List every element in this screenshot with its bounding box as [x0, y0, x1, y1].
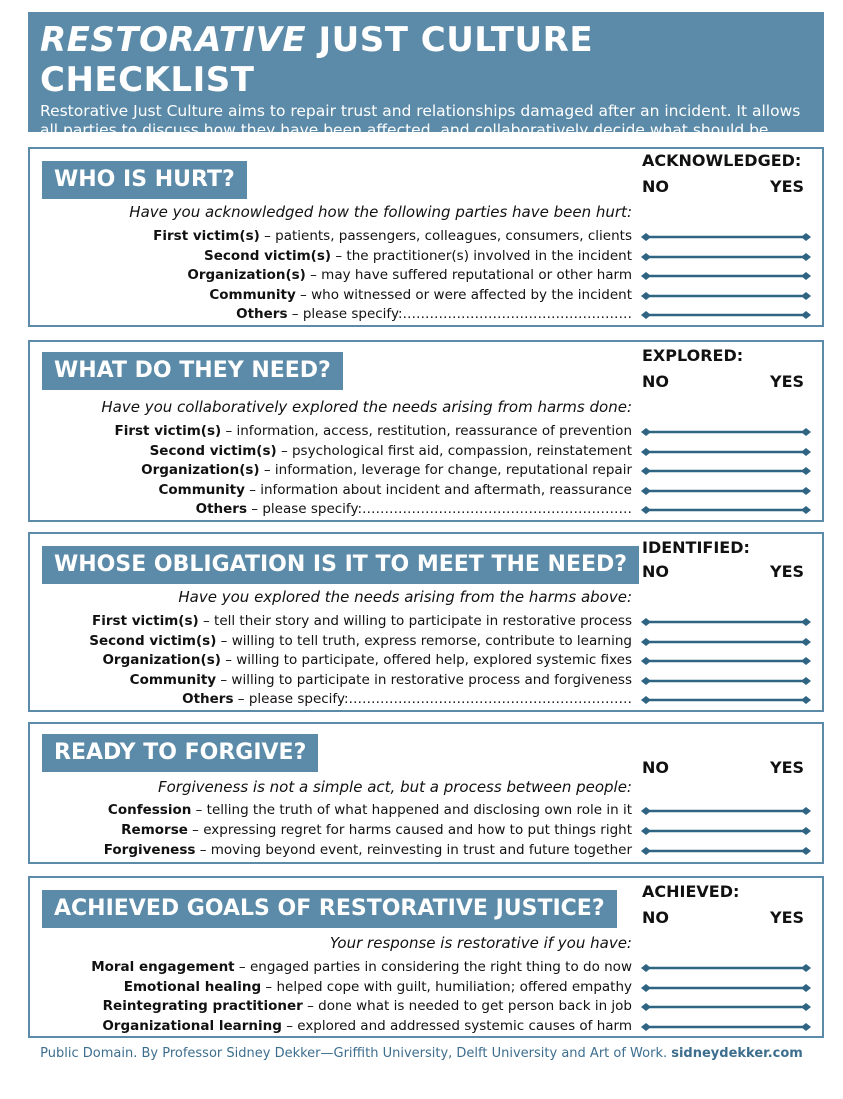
row-term: Community — [129, 671, 217, 688]
footer — [0, 1046, 843, 1061]
no-yes-slider[interactable] — [641, 1022, 811, 1032]
no-yes-slider[interactable] — [641, 963, 811, 973]
no-label: NO — [642, 908, 669, 927]
no-yes-slider[interactable] — [641, 291, 811, 301]
row-term: Second victim(s) — [203, 247, 332, 264]
checklist-row — [89, 632, 632, 651]
row-description: – helped cope with guilt, humiliation; offered empathy — [261, 978, 632, 995]
row-term: First victim(s) — [153, 228, 260, 244]
header-banner — [28, 12, 824, 158]
yes-label: YES — [770, 562, 805, 581]
no-label: NO — [642, 562, 669, 581]
checklist-row — [115, 422, 632, 441]
checklist-row — [102, 651, 632, 670]
checklist-row — [124, 978, 632, 997]
no-yes-slider[interactable] — [641, 806, 811, 816]
no-label: NO — [642, 372, 669, 391]
row-term: Community — [209, 286, 296, 303]
section-intro: Have you collaboratively explored the needs arising from harms done: — [101, 398, 632, 416]
checklist-row — [187, 266, 632, 285]
row-term: Reintegrating practitioner — [102, 998, 303, 1014]
row-description: – patients, passengers, colleagues, consumers, clients — [259, 228, 632, 244]
section-1 — [28, 147, 824, 327]
row-description: – willing to participate, offered help, explored systemic fixes — [220, 652, 632, 668]
row-description: – willing to participate in restorative process and forgiveness — [216, 671, 632, 688]
checklist-row — [108, 801, 632, 820]
title-rest: JUST CULTURE CHECKLIST — [40, 20, 594, 100]
column-label: ACHIEVED: — [642, 882, 740, 901]
no-yes-slider[interactable] — [641, 252, 811, 262]
no-yes-slider[interactable] — [641, 656, 811, 666]
row-term: Community — [158, 481, 245, 498]
no-yes-slider[interactable] — [641, 486, 811, 496]
column-label: EXPLORED: — [642, 346, 744, 365]
no-yes-slider[interactable] — [641, 695, 811, 705]
no-yes-slider[interactable] — [641, 1002, 811, 1012]
title-emphasis: RESTORATIVE — [40, 20, 307, 60]
no-yes-slider[interactable] — [641, 617, 811, 627]
row-term: Emotional healing — [123, 978, 262, 995]
page-title — [40, 20, 812, 100]
row-description: – please specify:…………………………………………… — [287, 306, 632, 322]
row-term: First victim(s) — [114, 423, 222, 439]
row-term: Second victim(s) — [89, 632, 217, 649]
checklist-row — [158, 481, 632, 500]
footer-link[interactable]: sidneydekker.com — [671, 1046, 803, 1061]
no-yes-slider[interactable] — [641, 826, 811, 836]
section-title: WHOSE OBLIGATION IS IT TO MEET THE NEED? — [42, 546, 639, 584]
checklist-row — [104, 841, 632, 860]
row-term: Confession — [107, 802, 192, 818]
row-description: – expressing regret for harms caused and how to put things right — [187, 822, 632, 838]
row-term: Organization(s) — [102, 652, 221, 668]
no-yes-slider[interactable] — [641, 232, 811, 242]
checklist-row — [130, 671, 632, 690]
section-intro: Your response is restorative if you have: — [329, 934, 632, 952]
section-intro: Forgiveness is not a simple act, but a process between people: — [158, 778, 632, 796]
column-label: ACKNOWLEDGED: — [642, 151, 802, 170]
no-yes-slider[interactable] — [641, 466, 811, 476]
checklist-row — [204, 247, 632, 266]
yes-label: YES — [770, 908, 805, 927]
checklist-row — [150, 442, 632, 461]
checklist-row — [141, 461, 632, 480]
row-description: – please specify:…………………………………………………… — [246, 501, 632, 517]
section-title: ACHIEVED GOALS OF RESTORATIVE JUSTICE? — [42, 890, 617, 928]
row-term: Organization(s) — [187, 267, 306, 283]
no-yes-slider[interactable] — [641, 447, 811, 457]
row-description: – willing to tell truth, express remorse, contribute to learning — [216, 632, 632, 649]
section-title: WHAT DO THEY NEED? — [42, 352, 343, 390]
yes-label: YES — [770, 372, 805, 391]
checklist-row — [92, 612, 632, 631]
no-yes-slider[interactable] — [641, 637, 811, 647]
row-description: – please specify:……………………………………………………… — [233, 691, 632, 707]
no-yes-slider[interactable] — [641, 983, 811, 993]
row-description: – psychological first aid, compassion, reinstatement — [276, 442, 632, 459]
checklist-row — [121, 821, 632, 840]
checklist-row — [236, 305, 632, 324]
row-term: Others — [182, 691, 234, 707]
row-term: Others — [195, 501, 247, 517]
row-term: Remorse — [121, 822, 188, 838]
checklist-row — [102, 1017, 632, 1036]
row-term: Moral engagement — [91, 959, 235, 975]
checklist-row — [153, 227, 632, 246]
no-label: NO — [642, 758, 669, 777]
row-description: – information about incident and aftermath, reassurance — [244, 481, 632, 498]
row-term: First victim(s) — [92, 613, 199, 629]
row-term: Organization(s) — [141, 462, 260, 478]
row-term: Organizational learning — [102, 1017, 282, 1034]
no-yes-slider[interactable] — [641, 427, 811, 437]
row-description: – information, access, restitution, reassurance of prevention — [221, 423, 632, 439]
row-description: – telling the truth of what happened and disclosing own role in it — [191, 802, 632, 818]
no-yes-slider[interactable] — [641, 676, 811, 686]
row-description: – engaged parties in considering the right thing to do now — [234, 959, 632, 975]
section-title: READY TO FORGIVE? — [42, 734, 318, 772]
row-description: – done what is needed to get person back in job — [302, 998, 632, 1014]
no-yes-slider[interactable] — [641, 846, 811, 856]
row-description: – moving beyond event, reinvesting in trust and future together — [195, 842, 632, 858]
yes-label: YES — [770, 758, 805, 777]
no-yes-slider[interactable] — [641, 271, 811, 281]
no-yes-slider[interactable] — [641, 310, 811, 320]
column-label: IDENTIFIED: — [642, 538, 750, 557]
row-description: – explored and addressed systemic causes of harm — [281, 1017, 632, 1034]
checklist-row — [182, 690, 632, 709]
no-yes-slider[interactable] — [641, 505, 811, 515]
section-2 — [28, 340, 824, 522]
row-description: – who witnessed or were affected by the incident — [295, 286, 632, 303]
row-description: – may have suffered reputational or other harm — [305, 267, 632, 283]
section-intro: Have you acknowledged how the following parties have been hurt: — [129, 203, 632, 221]
row-description: – information, leverage for change, reputational repair — [259, 462, 632, 478]
checklist-row — [209, 286, 632, 305]
row-term: Others — [236, 306, 288, 322]
section-title: WHO IS HURT? — [42, 161, 247, 199]
no-label: NO — [642, 177, 669, 196]
section-3 — [28, 532, 824, 712]
section-5 — [28, 876, 824, 1038]
section-4 — [28, 722, 824, 864]
checklist-row — [103, 997, 632, 1016]
footer-text: Public Domain. By Professor Sidney Dekker—Griffith University, Delft University and Art of Work. — [40, 1046, 672, 1061]
row-description: – the practitioner(s) involved in the incident — [331, 247, 632, 264]
checklist-row — [196, 500, 632, 519]
yes-label: YES — [770, 177, 805, 196]
row-description: – tell their story and willing to participate in restorative process — [198, 613, 632, 629]
page-description: Restorative Just Culture aims to repair trust and relationships damaged after an incident. It allows all parties to discuss how they have been affected, and collaboratively decide what should be done to repair the harm. — [40, 102, 801, 158]
row-term: Forgiveness — [103, 842, 196, 858]
row-term: Second victim(s) — [149, 442, 277, 459]
section-intro: Have you explored the needs arising from the harms above: — [178, 588, 632, 606]
checklist-row — [91, 958, 632, 977]
